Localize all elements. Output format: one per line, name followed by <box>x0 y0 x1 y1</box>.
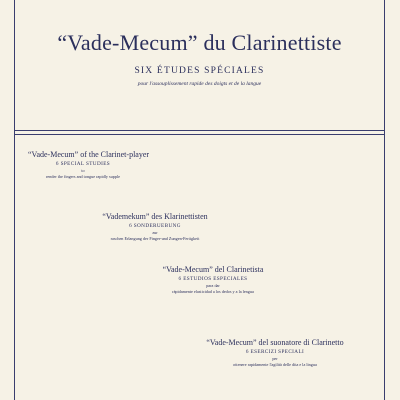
frame-double-rule-bottom <box>14 134 385 135</box>
page-subtitle: SIX ÉTUDES SPÉCIALES <box>134 66 265 76</box>
translation-caps: 6 SPECIAL STUDIES <box>55 161 111 167</box>
translation-caps: 6 SONDERUEBUNG <box>129 223 181 229</box>
translation-connector: zur <box>152 230 158 235</box>
translation-connector: to <box>81 168 85 173</box>
frame-double-rule-top <box>14 130 385 131</box>
translation-caps: 6 ESTUDIOS ESPECIALES <box>178 276 248 282</box>
frame-right-rule <box>384 0 385 400</box>
translation-heading: “Vade-Mecum” del Clarinetista <box>162 265 264 274</box>
translation-english <box>28 150 150 179</box>
translation-description: render the fingers and tongue rapidly supple <box>46 174 120 179</box>
translation-spanish <box>158 265 268 294</box>
page-title: “Vade-Mecum” du Clarinettiste <box>57 30 342 55</box>
translation-description: raschen Erlangung der Finger-und Zungen-Fertigkeit <box>110 236 200 241</box>
page-subline: pour l'assouplissement rapide des doigts et de la langue <box>137 81 262 87</box>
translation-heading: “Vade-Mecum” of the Clarinet-player <box>28 150 150 159</box>
translation-connector: per <box>272 356 278 361</box>
translation-heading: “Vademekum” des Klarinettisten <box>102 212 208 221</box>
translation-description: rápidamente elasticidad a los dedos y a la lengua <box>172 289 254 294</box>
translation-german <box>95 212 215 241</box>
translation-caps: 6 ESERCIZI SPECIALI <box>245 349 305 355</box>
translation-description: ottenere rapidamente l'agilità delle dita e la lingua <box>233 362 317 367</box>
translation-connector: para dar <box>206 283 220 288</box>
translation-heading: “Vade-Mecum” del suonatore di Clarinetto <box>206 338 344 347</box>
frame-left-rule <box>14 0 15 400</box>
translation-italian <box>200 338 350 367</box>
